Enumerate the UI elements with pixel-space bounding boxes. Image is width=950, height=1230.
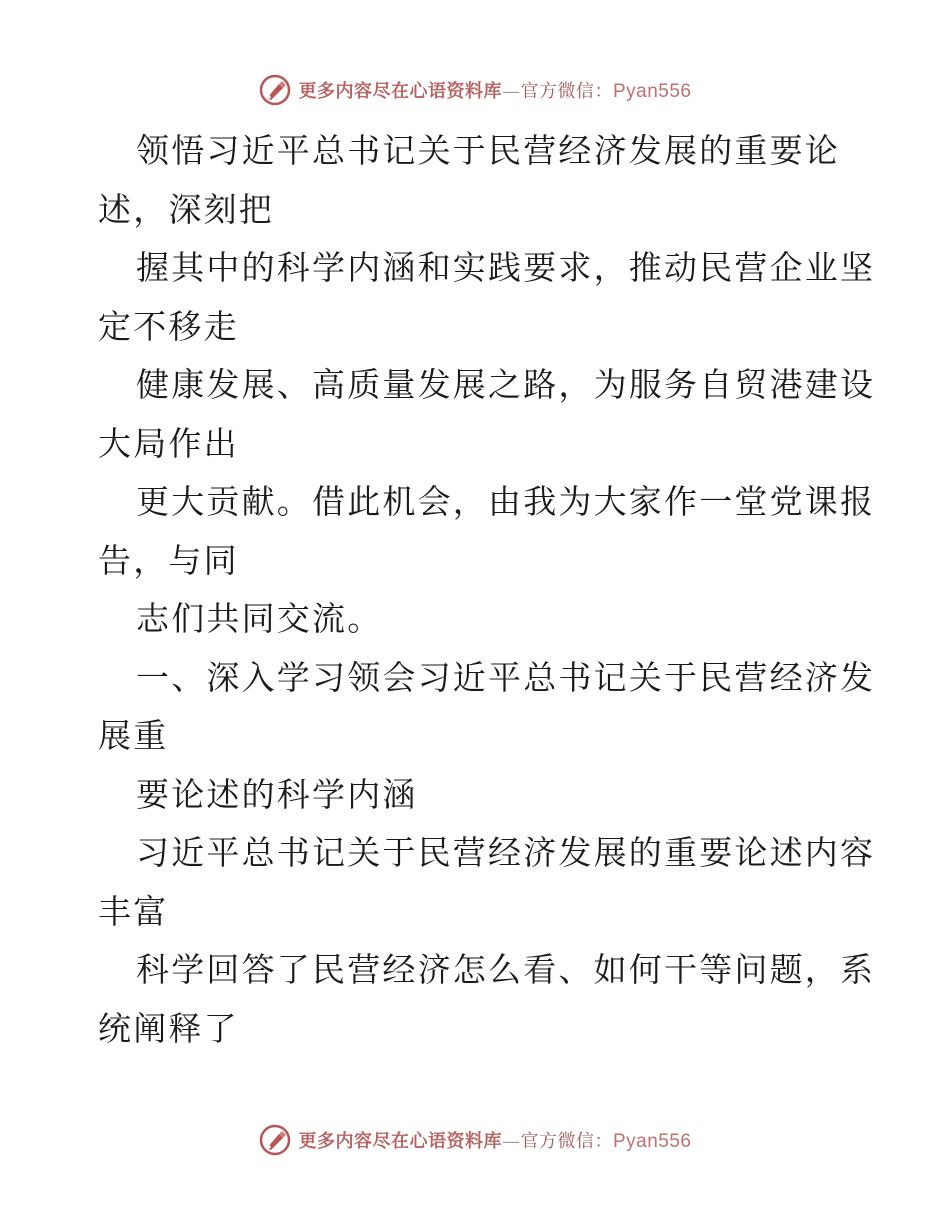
- body-line: 健康发展、高质量发展之路，为服务自贸港建设: [136, 365, 876, 404]
- header-banner-dash: —: [501, 81, 521, 102]
- footer-banner-text: [298, 1127, 691, 1153]
- header-banner-inner: [258, 73, 691, 107]
- document-body: [98, 122, 876, 1058]
- body-line: 统阐释了: [98, 1008, 239, 1048]
- body-line: 定不移走: [98, 306, 239, 346]
- footer-banner-wechat-label: 官方微信：: [520, 1131, 613, 1152]
- body-line: 大局作出: [98, 423, 239, 463]
- body-line: 领悟习近平总书记关于民营经济发展的重要论: [136, 131, 840, 170]
- section-heading-line: 展重: [98, 716, 169, 755]
- body-line: 握其中的科学内涵和实践要求，推动民营企业坚: [136, 248, 876, 287]
- header-banner-text: [298, 77, 691, 103]
- header-banner: [0, 70, 950, 110]
- body-line: 丰富: [98, 891, 169, 931]
- body-line: 习近平总书记关于民营经济发展的重要论述内容: [136, 833, 876, 872]
- body-line: 志们共同交流。: [136, 599, 383, 638]
- section-heading-line: 要论述的科学内涵: [136, 774, 418, 814]
- pen-nib-logo-icon: [258, 1123, 292, 1157]
- footer-banner-wechat-id: Pyan556: [612, 1131, 692, 1152]
- section-heading-line: 一、深入学习领会习近平总书记关于民营经济发: [136, 657, 876, 697]
- body-line: 科学回答了民营经济怎么看、如何干等问题，系: [136, 950, 876, 989]
- header-banner-wechat-id: Pyan556: [612, 81, 692, 102]
- footer-banner-dash: —: [501, 1131, 521, 1152]
- header-banner-wechat-label: 官方微信：: [520, 81, 613, 102]
- body-line: 述，深刻把: [98, 189, 274, 229]
- footer-banner-inner: [258, 1123, 691, 1157]
- body-line: 更大贡献。借此机会，由我为大家作一堂党课报: [136, 482, 876, 521]
- footer-banner: [0, 1120, 950, 1160]
- pen-nib-logo-icon: [258, 73, 292, 107]
- footer-banner-slogan: 更多内容尽在心语资料库: [298, 1131, 502, 1152]
- header-banner-slogan: 更多内容尽在心语资料库: [298, 81, 502, 102]
- body-line: 告，与同: [98, 540, 239, 580]
